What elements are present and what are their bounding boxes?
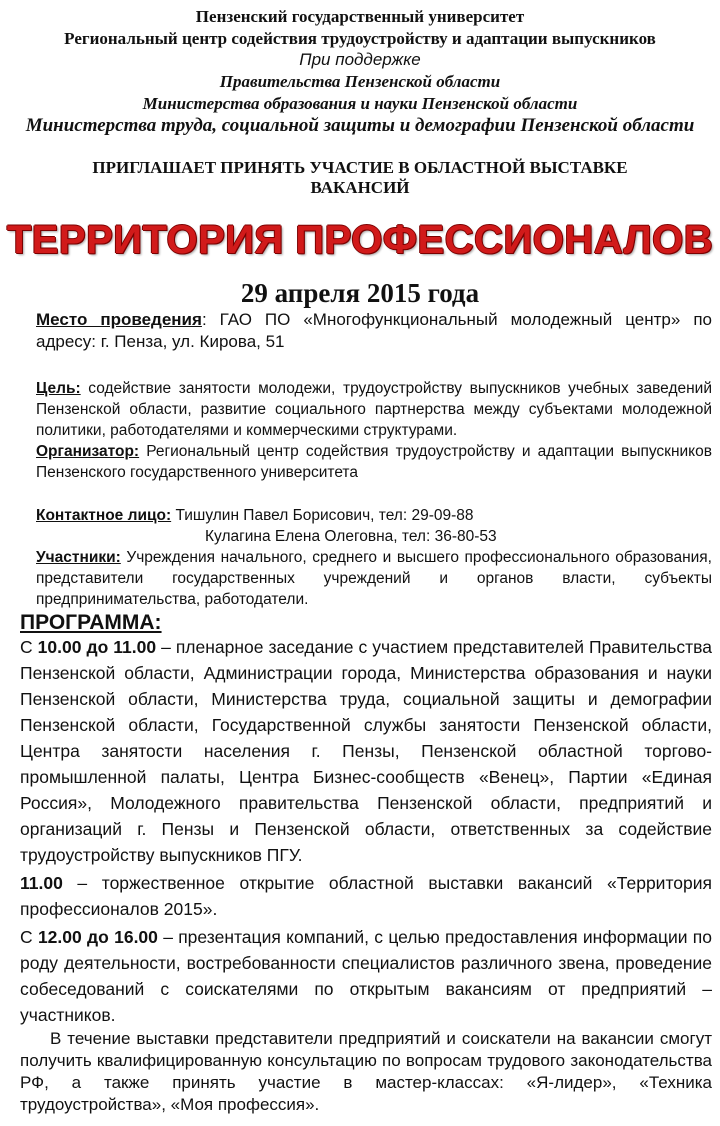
contact-person-1: Тишулин Павел Борисович, тел: 29-09-88	[171, 507, 474, 524]
ministry-labor: Министерства труда, социальной защиты и демографии Пензенской области	[25, 115, 695, 136]
item1-mid: до	[81, 637, 114, 657]
organizer-paragraph	[36, 441, 712, 483]
organizer-text: Региональный центр содействия трудоустройству и адаптации выпускников Пензенского государственного университета	[36, 443, 712, 481]
participants-paragraph	[36, 547, 712, 610]
closing-paragraph: В течение выставки представители предприятий и соискатели на вакансии смогут получить квалифицированную консультацию по вопросам трудового законодательства РФ, а также принять участие в мастер-классах: «Я-лидер», «Техника трудоустройства», «Моя профессия».	[20, 1029, 712, 1114]
goal-label: Цель:	[36, 380, 81, 397]
support-label: При поддержке	[299, 50, 421, 69]
ministry-education: Министерства образования и науки Пензенской области	[142, 94, 578, 113]
event-title: ТЕРРИТОРИЯ ПРОФЕССИОНАЛОВ	[6, 218, 714, 262]
event-date: 29 апреля 2015 года	[240, 278, 480, 308]
program-item-3	[20, 924, 712, 1028]
university-name: Пензенский государственный университет	[195, 7, 525, 26]
invite-line-2: ВАКАНСИЙ	[310, 178, 410, 197]
program-title: ПРОГРАММА:	[20, 611, 162, 634]
place-label: Место проведения	[36, 310, 202, 329]
item1-prefix: С	[20, 637, 38, 657]
goal-paragraph	[36, 378, 712, 441]
goal-text: содействие занятости молодежи, трудоустройству выпускников учебных заведений Пензенской области, развитие социального партнерства между субъектами молодежной политики, работодателями и коммерческими структурами.	[36, 380, 712, 439]
program-item-1	[20, 634, 712, 868]
item1-text: – пленарное заседание с участием представителей Правительства Пензенской области, Администрации города, Министерства образования и науки Пензенской области, Министерства труда, социальной защиты и демографии Пензенской области, Государственной службы занятости Пензенской области, Центра занятости населения г. Пензы, Пензенской областной торгово-промышленной палаты, Центра Бизнес-сообществ «Венец», Партии «Единая Россия», Молодежного правительства Пензенской области, предприятий и организаций г. Пензы и Пензенской области, ответственных за содействие трудоустройству выпускников ПГУ.	[20, 637, 713, 865]
organizer-label: Организатор:	[36, 443, 140, 460]
item3-time: 12.00 до 16.00	[37, 927, 158, 947]
item2-text: – торжественное открытие областной выставки вакансий «Территория профессионалов 2015».	[20, 873, 712, 919]
item3-text: – презентация компаний, с целью предоставления информации по роду деятельности, востребованности специалистов различного звена, проведение собеседований с соискателями по открытым вакансиям от предприятий – участников.	[20, 927, 713, 1025]
item1-time-from: 10.00	[37, 637, 82, 657]
contact-paragraph	[36, 505, 712, 526]
item2-time: 11.00	[20, 873, 63, 893]
contact-person-2: Кулагина Елена Олеговна, тел: 36-80-53	[205, 528, 497, 545]
place-text: : ГАО ПО «Многофункциональный молодежный центр» по адресу: г. Пенза, ул. Кирова, 51	[36, 310, 712, 351]
participants-text: Учреждения начального, среднего и высшего профессионального образования, представители государственных учреждений и органов власти, субъекты предпринимательства, работодатели.	[36, 549, 712, 608]
place-paragraph	[36, 309, 712, 353]
item3-prefix: С	[20, 927, 38, 947]
center-name: Региональный центр содействия трудоустройству и адаптации выпускников	[64, 29, 656, 48]
program-item-2	[20, 870, 712, 922]
government-name: Правительства Пензенской области	[219, 72, 501, 91]
contact-label: Контактное лицо:	[36, 507, 172, 524]
participants-label: Участники:	[36, 549, 121, 566]
invite-line-1: ПРИГЛАШАЕТ ПРИНЯТЬ УЧАСТИЕ В ОБЛАСТНОЙ ВЫСТАВКЕ	[92, 158, 628, 177]
item1-time-to: 11.00	[113, 637, 157, 657]
